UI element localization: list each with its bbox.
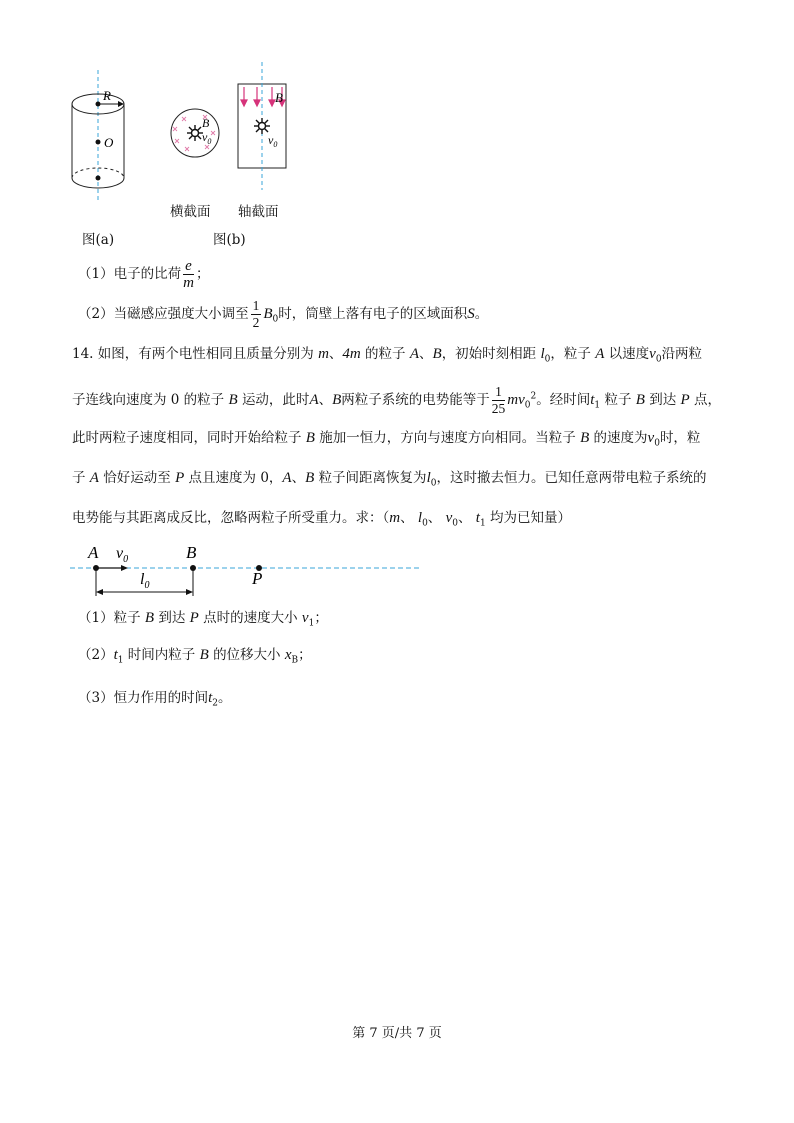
diagram-label-B: B [186,543,197,562]
label-B-axial: B [275,90,283,105]
cross-section-caption: 横截面 [170,204,211,220]
q13-part1: （1）电子的比荷 $\frac{e}{m}$ ； [78,258,210,291]
figure-b-axial-section [232,62,292,190]
diagram-label-A: A [88,543,99,562]
label-v0-axial: $v_0$ [268,133,278,149]
center-dot-O [96,140,101,145]
figure-a-caption: 图(a) [82,232,115,248]
label-O: O [104,135,114,150]
q14-diagram [70,538,430,602]
q14-line4: 子 A 恰好运动至 P 点且速度为 0，A、B 粒子间距离恢复为$l_0$，这时撤去恒力。已知任意两带电粒子系统的 [72,470,707,489]
page-footer: 第 7 页/共 7 页 [352,1026,442,1041]
electron-emitter-icon [187,125,203,141]
q13-part2: （2）当磁感应强度大小调至 $\frac{1}{2}$ $B_0$时，筒壁上落有电子的区域面积S。 [78,298,489,330]
diagram-label-P: P [252,569,263,588]
q14-line2: 子连线向速度为 0 的粒子 B 运动，此时A、B两粒子系统的电势能等于 $\frac{1}{25}$ $mv_0^2$。经时间$t_1$ 粒子 B 到达 P 点， [72,384,721,416]
electron-emitter-axial-icon [254,118,270,134]
diagram-label-l0: $l_0$ [140,571,150,591]
q14-sub1: （1）粒子 B 到达 P 点时的速度大小 $v_1$； [78,610,328,629]
figure-b-caption: 图(b) [213,232,246,248]
label-B-cross: B [202,116,210,130]
axial-section-caption: 轴截面 [238,204,279,220]
label-R: R [103,88,111,103]
diagram-label-v0: $v_0$ [116,545,129,565]
figure-a-cylinder [60,70,140,200]
q14-line5: 电势能与其距离成反比，忽略两粒子所受重力。求：（m、 $l_0$、 $v_0$、 $t_1$ 均为已知量） [72,510,571,529]
q14-sub2: $(2)t_1$ 时间内粒子 B 的位移大小 $x_B$； [78,647,312,666]
bottom-center-dot [96,176,101,181]
label-v0-cross: $v_0$ [202,130,212,146]
q14-sub3: （3）恒力作用的时间$t_2$。 [78,690,232,709]
q14-line1: 14. 如图，有两个电性相同且质量分别为 m、4m 的粒子 A、B，初始时刻相距 $l_0$，粒子 A 以速度$v_0$沿两粒 [72,346,703,365]
figure-b-cross-section [165,105,225,165]
q14-line3: 此时两粒子速度相同，同时开始给粒子 B 施加一恒力，方向与速度方向相同。当粒子 B 的速度为$v_0$时，粒 [72,430,701,449]
